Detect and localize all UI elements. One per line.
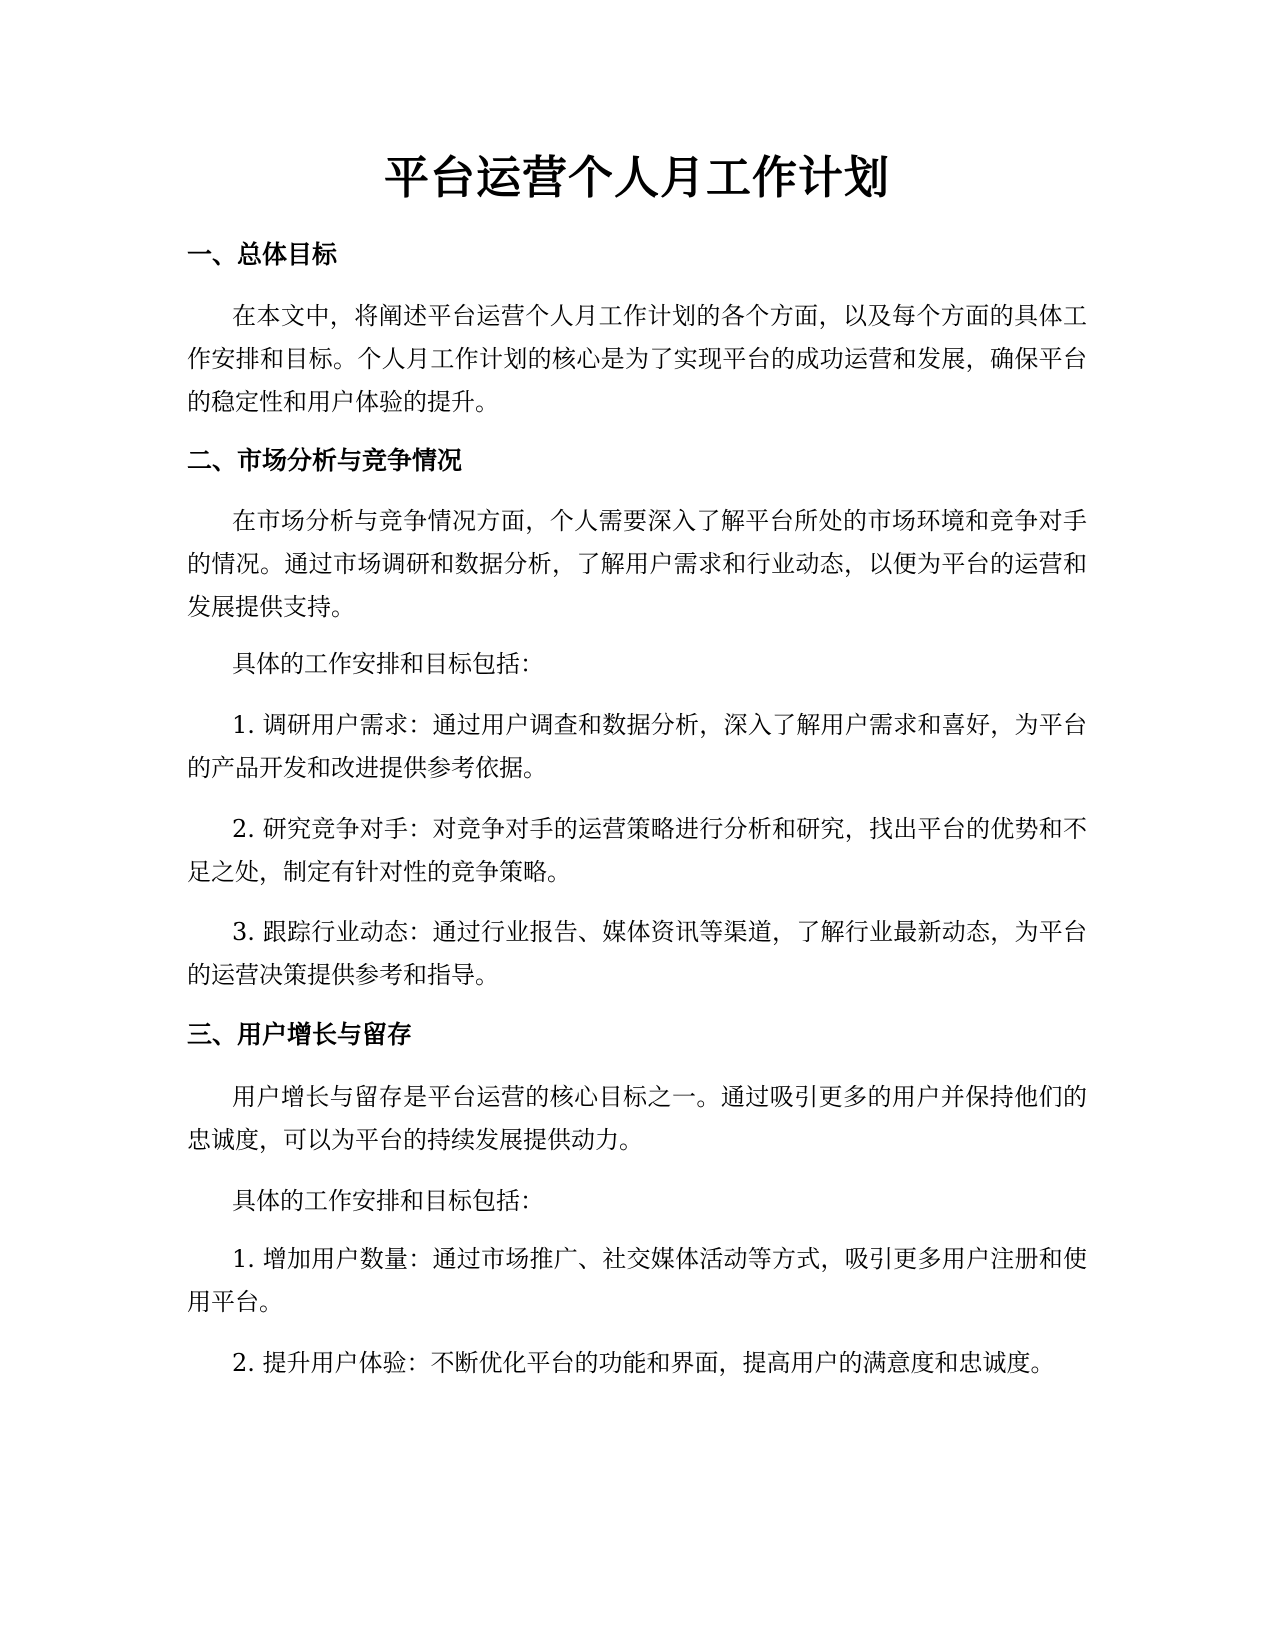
list-item-track-industry-trends: 3. 跟踪行业动态：通过行业报告、媒体资讯等渠道，了解行业最新动态，为平台的运营决策提供参考和指导。 (187, 918, 1087, 989)
paragraph-user-growth-lead: 具体的工作安排和目标包括： (232, 1187, 544, 1215)
list-item-improve-experience: 2. 提升用户体验：不断优化平台的功能和界面，提高用户的满意度和忠诚度。 (232, 1349, 1055, 1377)
list-item-research-user-needs: 1. 调研用户需求：通过用户调查和数据分析，深入了解用户需求和喜好，为平台的产品开发和改进提供参考依据。 (187, 711, 1087, 782)
paragraph-market-analysis-lead: 具体的工作安排和目标包括： (232, 650, 544, 678)
list-item-increase-users: 1. 增加用户数量：通过市场推广、社交媒体活动等方式，吸引更多用户注册和使用平台。 (187, 1245, 1087, 1316)
list-item-study-competitors: 2. 研究竞争对手：对竞争对手的运营策略进行分析和研究，找出平台的优势和不足之处，制定有针对性的竞争策略。 (187, 815, 1087, 886)
section-heading-user-growth: 三、用户增长与留存 (187, 1020, 413, 1049)
paragraph-user-growth-intro: 用户增长与留存是平台运营的核心目标之一。通过吸引更多的用户并保持他们的忠诚度，可以为平台的持续发展提供动力。 (187, 1083, 1087, 1154)
section-heading-market-analysis: 二、市场分析与竞争情况 (187, 446, 463, 475)
paragraph-overall-goals-intro: 在本文中，将阐述平台运营个人月工作计划的各个方面，以及每个方面的具体工作安排和目标。个人月工作计划的核心是为了实现平台的成功运营和发展，确保平台的稳定性和用户体验的提升。 (187, 302, 1087, 416)
document-title: 平台运营个人月工作计划 (383, 151, 890, 204)
section-heading-overall-goals: 一、总体目标 (187, 240, 338, 269)
paragraph-market-analysis-intro: 在市场分析与竞争情况方面，个人需要深入了解平台所处的市场环境和竞争对手的情况。通过市场调研和数据分析，了解用户需求和行业动态，以便为平台的运营和发展提供支持。 (187, 507, 1087, 621)
